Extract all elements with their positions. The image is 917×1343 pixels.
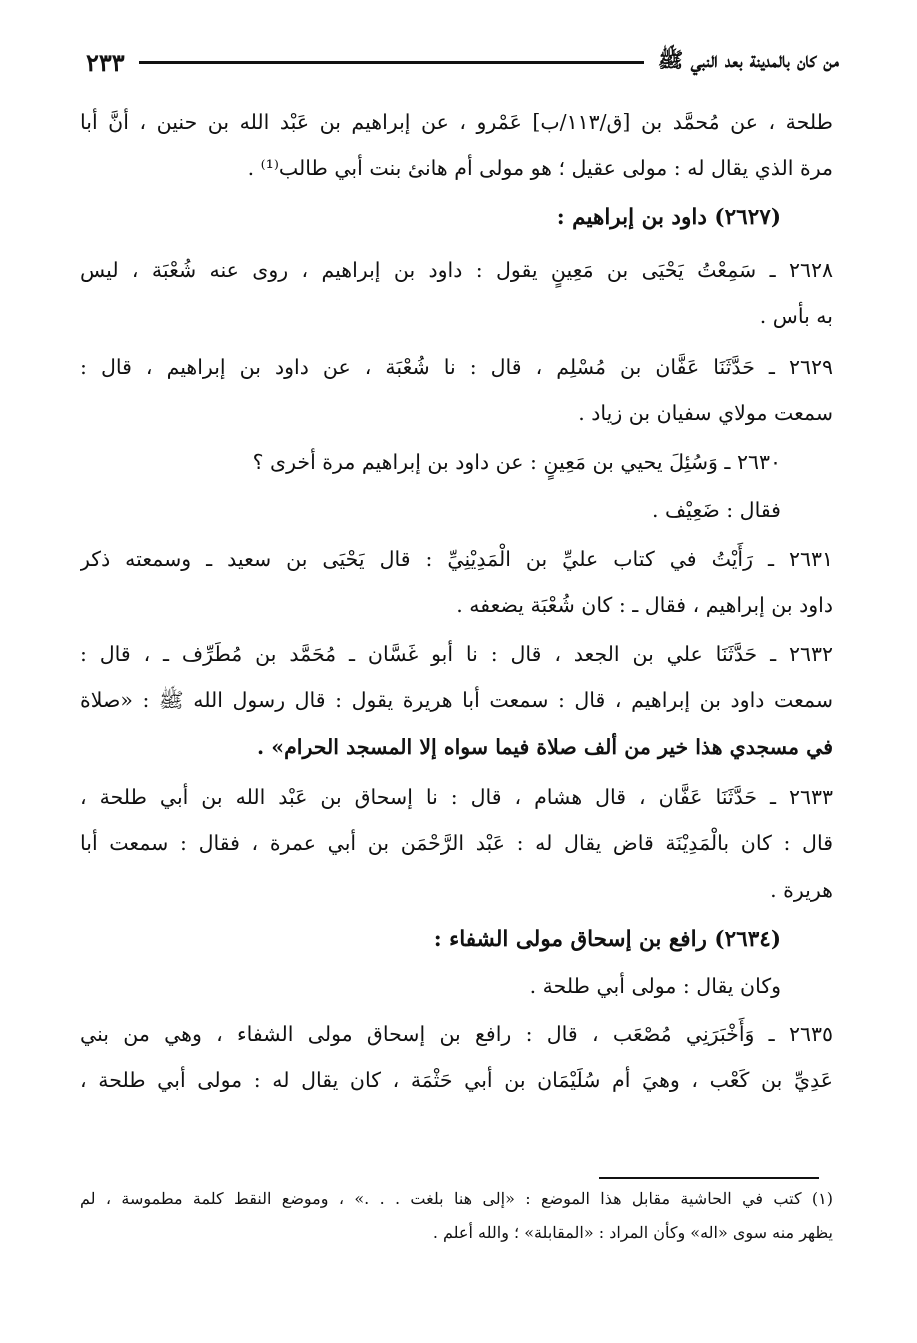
text-line: ٢٦٢٨ ـ سَمِعْتُ يَحْيَى بن مَعِينٍ يقول : داود بن إبراهيم ، روى عنه شُعْبَة ، ليس — [80, 258, 833, 282]
text-line: عَدِيِّ بن كَعْب ، وهيَ أم سُلَيْمَان بن أبي حَثْمَة ، كان يقال له : مولى أبي طلحة ، — [80, 1068, 833, 1092]
text-line: ٢٦٣٠ ـ وَسُئِلَ يحيي بن مَعِينٍ : عن داود بن إبراهيم مرة أخرى ؟ — [252, 450, 781, 474]
text-line: ٢٦٣٢ ـ حَدَّثَنَا علي بن الجعد ، قال : نا أبو غَسَّان ـ مُحَمَّد بن مُطَرِّف ـ ، قال : — [80, 642, 833, 666]
text-line: سمعت مولاي سفيان بن زياد . — [578, 401, 833, 425]
footnote-line: (١) كتب في الحاشية مقابل هذا الموضع : «إلى هنا بلغت . . .» ، وموضع النقط كلمة مطموسة ، لم — [80, 1189, 833, 1208]
text-line: ٢٦٣٥ ـ وَأَخْبَرَنِي مُصْعَب ، قال : رافع بن إسحاق مولى الشفاء ، وهي من بني — [80, 1022, 833, 1046]
text-line: وكان يقال : مولى أبي طلحة . — [529, 974, 781, 998]
running-title: من كان بالمدينة بعد النبي ﷺ — [657, 46, 839, 72]
page-number: ٢٣٣ — [86, 47, 125, 77]
page-header — [86, 42, 839, 82]
entry-heading: (٢٦٢٧) داود بن إبراهيم : — [556, 205, 781, 230]
footnote-line: يظهر منه سوى «اله» وكأن المراد : «المقابلة» ؛ والله أعلم . — [432, 1223, 833, 1242]
text-line: قال : كان بالْمَدِيْنَة قاض يقال له : عَبْد الرَّحْمَن بن أبي عمرة ، فقال : سمعت أبا — [80, 831, 833, 855]
text-line: طلحة ، عن مُحمَّد بن [ق/١١٣/ب] عَمْرو ، عن إبراهيم بن عَبْد الله بن حنين ، أنَّ أبا — [80, 110, 833, 134]
header-rule — [139, 61, 644, 64]
hadith-text: في مسجدي هذا خير من ألف صلاة فيما سواه إلا المسجد الحرام» . — [257, 735, 833, 759]
text-line: داود بن إبراهيم ، فقال ـ : كان شُعْبَة يضعفه . — [456, 593, 833, 617]
footnote-separator — [599, 1177, 819, 1179]
text-line: هريرة . — [770, 878, 833, 902]
text-line: ٢٦٢٩ ـ حَدَّثَنَا عَفَّان بن مُسْلِم ، قال : نا شُعْبَة ، عن داود بن إبراهيم ، قال : — [80, 355, 833, 379]
text-line: به بأس . — [759, 304, 833, 328]
entry-heading: (٢٦٣٤) رافع بن إسحاق مولى الشفاء : — [433, 927, 781, 952]
text-line: سمعت داود بن إبراهيم ، قال : سمعت أبا هريرة يقول : قال رسول الله ﷺ : «صلاة — [80, 688, 833, 712]
text-line: فقال : ضَعِيْف . — [652, 498, 781, 522]
text-line: ٢٦٣٣ ـ حَدَّثَنَا عَفَّان ، قال هشام ، قال : نا إسحاق بن عَبْد الله بن أبي طلحة ، — [80, 785, 833, 809]
text-line: ٢٦٣١ ـ رَأَيْتُ في كتاب عليِّ بن الْمَدِيْنِيِّ : قال يَحْيَى بن سعيد ـ وسمعته ذكر — [80, 547, 833, 571]
text-line: مرة الذي يقال له : مولى عقيل ؛ هو مولى أم هانئ بنت أبي طالب⁽¹⁾ . — [247, 156, 833, 180]
